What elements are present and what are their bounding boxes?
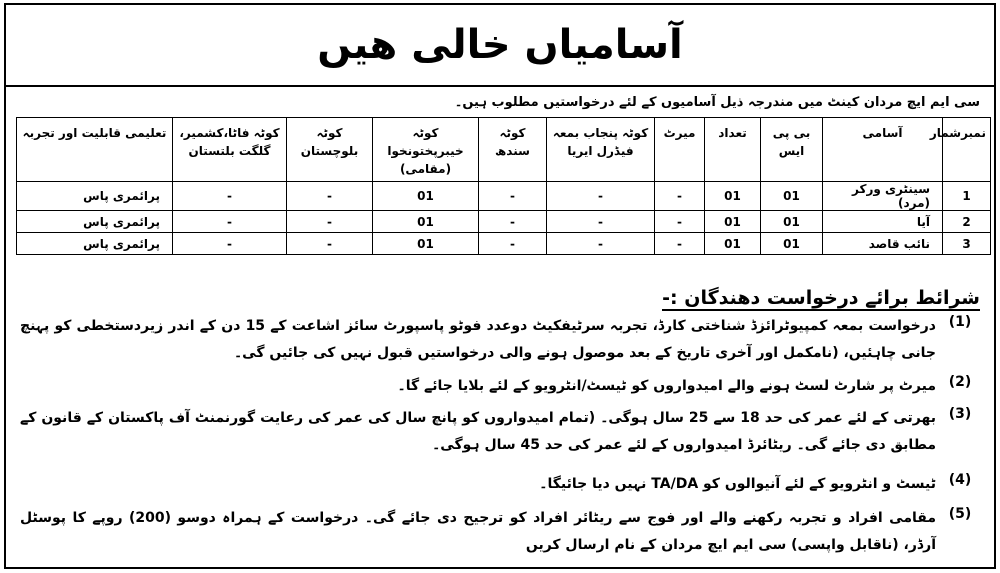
cell-count: 01 [705,233,761,255]
cell-quota-balochistan: - [287,211,373,233]
condition-text: درخواست بمعہ کمپیوٹرائزڈ شناختی کارڈ، تجربہ سرٹیفکیٹ دوعدد فوٹو پاسپورٹ سائز اشاعت کے 15 دن کے اندر زیردستخطی کو پہنچ جانی چاہئیں، (نامکمل اور آخری تاریخ کے بعد موصول ہونے والی درخواستیں قبول نہیں کی جائیں گی۔ [20,318,936,361]
cell-quota-kp: 01 [373,182,479,211]
intro-text: سی ایم ایچ مردان کینٹ میں مندرجہ ذیل آسامیوں کے لئے درخواستیں مطلوب ہیں۔ [454,95,980,110]
cell-serial: 1 [943,182,991,211]
col-header-quota-balochistan: کوٹہ بلوچستان [287,118,373,182]
cell-quota-sindh: - [479,182,547,211]
cell-serial: 2 [943,211,991,233]
cell-serial: 3 [943,233,991,255]
cell-quota-kp: 01 [373,211,479,233]
cell-quota-balochistan: - [287,182,373,211]
job-advertisement [4,3,996,569]
condition-item [20,313,984,367]
condition-text: میرٹ پر شارٹ لسٹ ہونے والے امیدواروں کو ٹیسٹ/انٹرویو کے لئے بلایا جائے گا۔ [397,378,936,394]
cell-quota-kp: 01 [373,233,479,255]
cell-quota-fata: - [173,211,287,233]
cell-qualification: پرائمری پاس [17,182,173,211]
table-header-row [17,118,991,182]
conditions-title [662,287,980,309]
condition-text: ٹیسٹ و انٹرویو کے لئے آنیوالوں کو TA/DA نہیں دیا جائیگا۔ [539,476,936,492]
condition-number: (1) [948,314,972,330]
cell-quota-fata: - [173,233,287,255]
cell-count: 01 [705,211,761,233]
condition-item [20,505,984,559]
cell-quota-sindh: - [479,211,547,233]
cell-post: سینٹری ورکر (مرد) [823,182,943,211]
cell-bps: 01 [761,233,823,255]
condition-text: مقامی افراد و تجربہ رکھنے والے اور فوج سے ریٹائر افراد کو ترجیح دی جائے گی۔ درخواست کے ہمراہ دوسو (200) روپے کا پوسٹل آرڈر، (ناقابل واپسی) سی ایم ایچ مردان کے نام ارسال کریں [20,510,936,553]
col-header-quota-sindh: کوٹہ سندھ [479,118,547,182]
cell-quota-punjab: - [547,211,655,233]
conditions-title-text: شرائط برائے درخواست دھندگان :- [662,287,980,309]
cell-quota-fata: - [173,182,287,211]
cell-merit: - [655,182,705,211]
condition-item [20,373,984,400]
condition-item [20,471,984,498]
cell-quota-balochistan: - [287,233,373,255]
col-header-quota-fata: کوٹہ فاٹا،کشمیر، گلگت بلتستان [173,118,287,182]
table-row [17,182,991,211]
col-header-qualification: تعلیمی قابلیت اور تجربہ [17,118,173,182]
condition-item [20,405,984,459]
condition-number: (4) [948,472,972,488]
cell-merit: - [655,211,705,233]
banner-title: آسامیاں خالی ھیں [317,22,683,68]
cell-merit: - [655,233,705,255]
col-header-count: تعداد [705,118,761,182]
banner [6,5,994,87]
cell-bps: 01 [761,182,823,211]
cell-quota-punjab: - [547,233,655,255]
table-row [17,233,991,255]
cell-post: نائب قاصد [823,233,943,255]
cell-qualification: پرائمری پاس [17,211,173,233]
vacancies-table [16,117,991,255]
col-header-quota-punjab: کوٹہ پنجاب بمعہ فیڈرل ایریا [547,118,655,182]
col-header-merit: میرٹ [655,118,705,182]
col-header-post: آسامی [823,118,943,182]
col-header-quota-kp: کوٹہ خیبرپختونخوا (مقامی) [373,118,479,182]
table-row [17,211,991,233]
cell-post: آیا [823,211,943,233]
col-header-bps: بی پی ایس [761,118,823,182]
col-header-serial: نمبرشمار [943,118,991,182]
condition-number: (2) [948,374,972,390]
condition-number: (5) [948,506,972,522]
cell-qualification: پرائمری پاس [17,233,173,255]
condition-text: بھرتی کے لئے عمر کی حد 18 سے 25 سال ہوگی۔ (تمام امیدواروں کو پانچ سال کی عمر کی رعایت گورنمنٹ آف پاکستان کے قانون کے مطابق دی جائے گی۔ ریٹائرڈ امیدواروں کے لئے عمر کی حد 45 سال ہوگی۔ [20,410,936,453]
cell-quota-sindh: - [479,233,547,255]
cell-quota-punjab: - [547,182,655,211]
cell-count: 01 [705,182,761,211]
cell-bps: 01 [761,211,823,233]
condition-number: (3) [948,406,972,422]
